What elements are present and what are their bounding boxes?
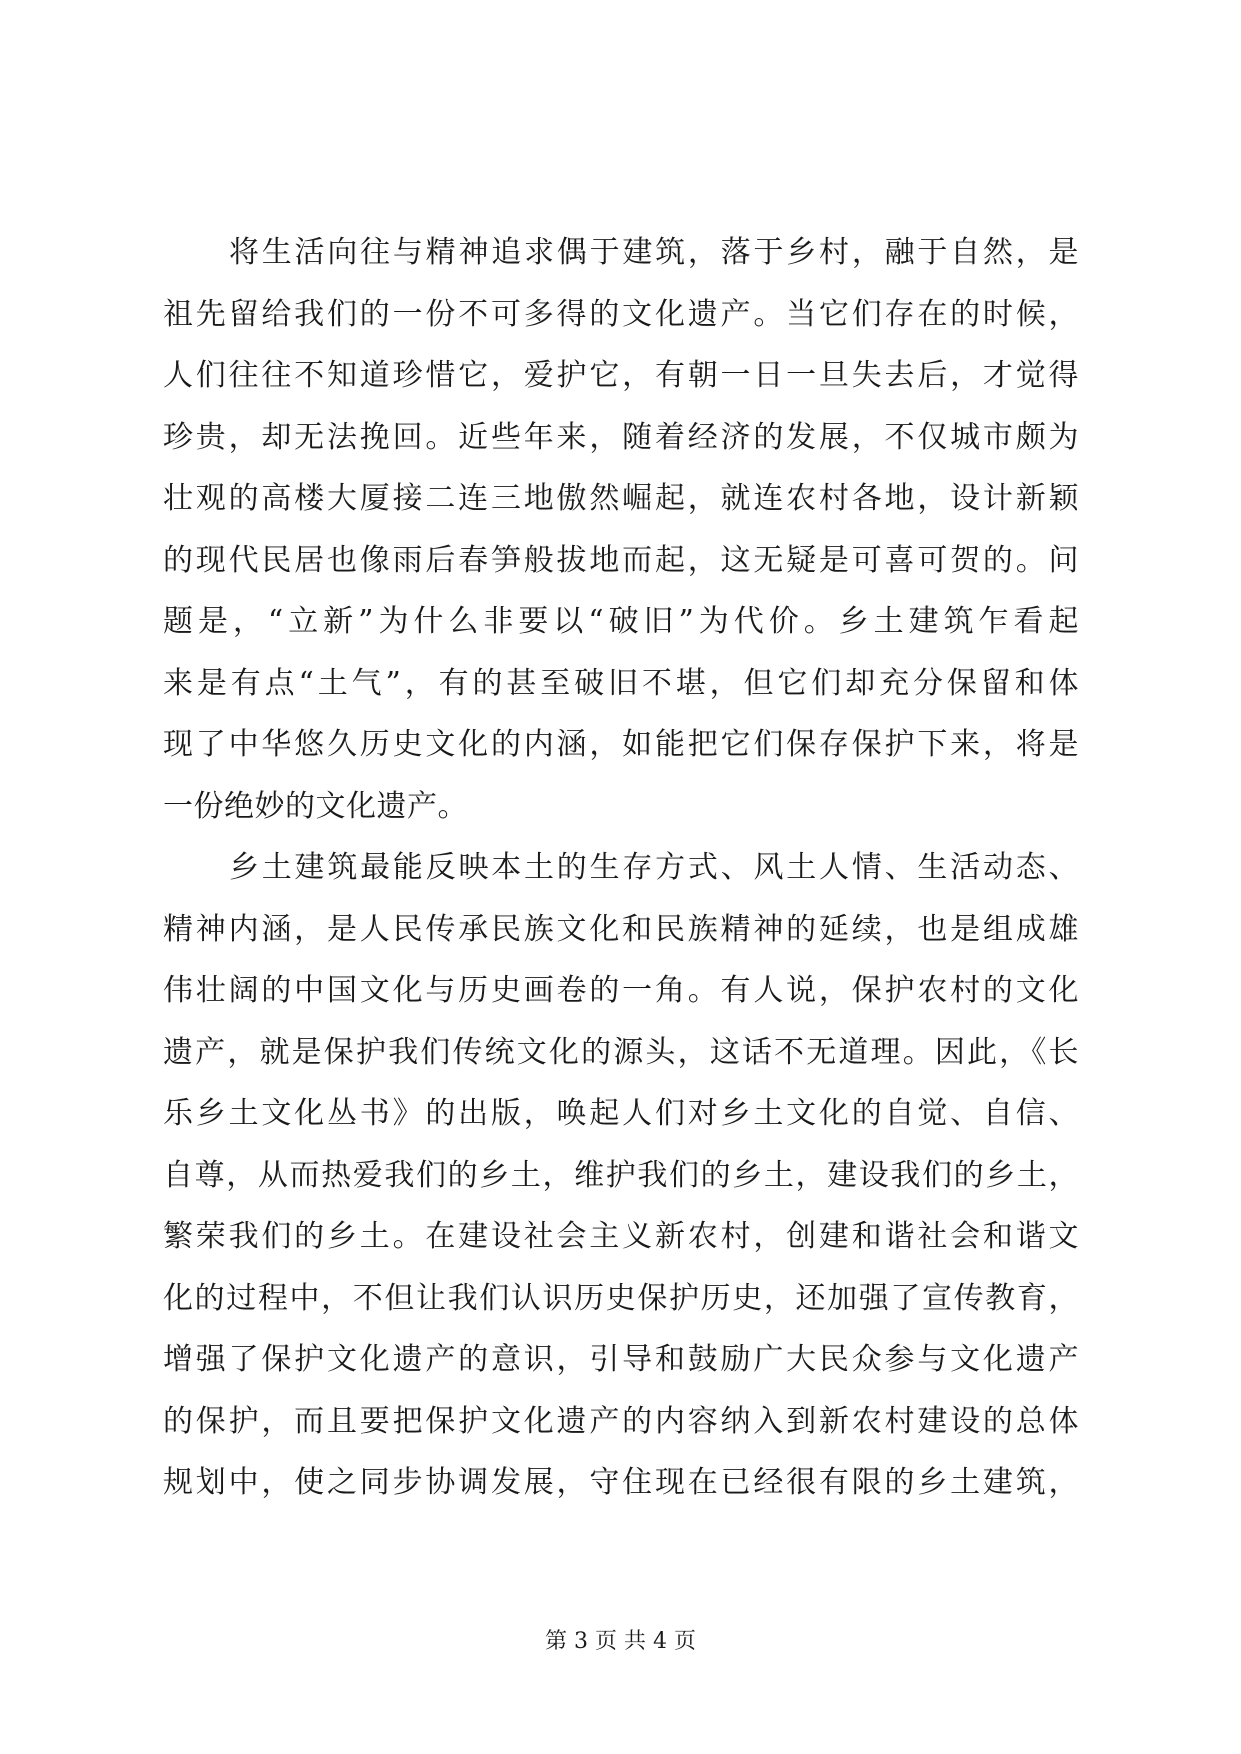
text-line: 珍贵，却无法挽回。近些年来，随着经济的发展，不仅城市颇为 [163,419,1079,455]
text-line: 一份绝妙的文化遗产。 [163,788,468,824]
text-line: 祖先留给我们的一份不可多得的文化遗产。当它们存在的时候， [163,296,1079,332]
text-line: 来是有点“土气”，有的甚至破旧不堪，但它们却充分保留和体 [163,665,1079,701]
paragraph-1 [163,222,1079,837]
paragraph-2 [163,837,1079,1514]
text-line: 的现代民居也像雨后春笋般拔地而起，这无疑是可喜可贺的。问 [163,542,1079,578]
document-body [163,222,1079,1514]
text-line: 增强了保护文化遗产的意识，引导和鼓励广大民众参与文化遗产 [163,1342,1079,1377]
text-line: 题是，“立新”为什么非要以“破旧”为代价。乡土建筑乍看起 [163,604,1079,639]
text-line: 化的过程中，不但让我们认识历史保护历史，还加强了宣传教育， [163,1280,1079,1316]
text-line: 遗产，就是保护我们传统文化的源头，这话不无道理。因此，《长 [163,1034,1079,1070]
text-line: 乐乡土文化丛书》的出版，唤起人们对乡土文化的自觉、自信、 [163,1096,1079,1131]
text-line: 壮观的高楼大厦接二连三地傲然崛起，就连农村各地，设计新颖 [163,481,1079,516]
text-line: 繁荣我们的乡土。在建设社会主义新农村，创建和谐社会和谐文 [163,1219,1079,1254]
text-line: 将生活向往与精神追求偶于建筑，落于乡村，融于自然，是 [229,235,1079,270]
text-line: 现了中华悠久历史文化的内涵，如能把它们保存保护下来，将是 [163,727,1079,762]
text-line: 自尊，从而热爱我们的乡土，维护我们的乡土，建设我们的乡土， [163,1157,1079,1193]
text-line: 伟壮阔的中国文化与历史画卷的一角。有人说，保护农村的文化 [163,973,1079,1008]
text-line: 人们往往不知道珍惜它，爱护它，有朝一日一旦失去后，才觉得 [163,358,1079,393]
text-line: 规划中，使之同步协调发展，守住现在已经很有限的乡土建筑， [163,1465,1079,1500]
page-footer: 第 3 页 共 4 页 [545,1629,696,1654]
text-line: 乡土建筑最能反映本土的生存方式、风土人情、生活动态、 [229,850,1079,885]
text-line: 精神内涵，是人民传承民族文化和民族精神的延续，也是组成雄 [163,911,1079,947]
text-line: 的保护，而且要把保护文化遗产的内容纳入到新农村建设的总体 [163,1403,1079,1439]
